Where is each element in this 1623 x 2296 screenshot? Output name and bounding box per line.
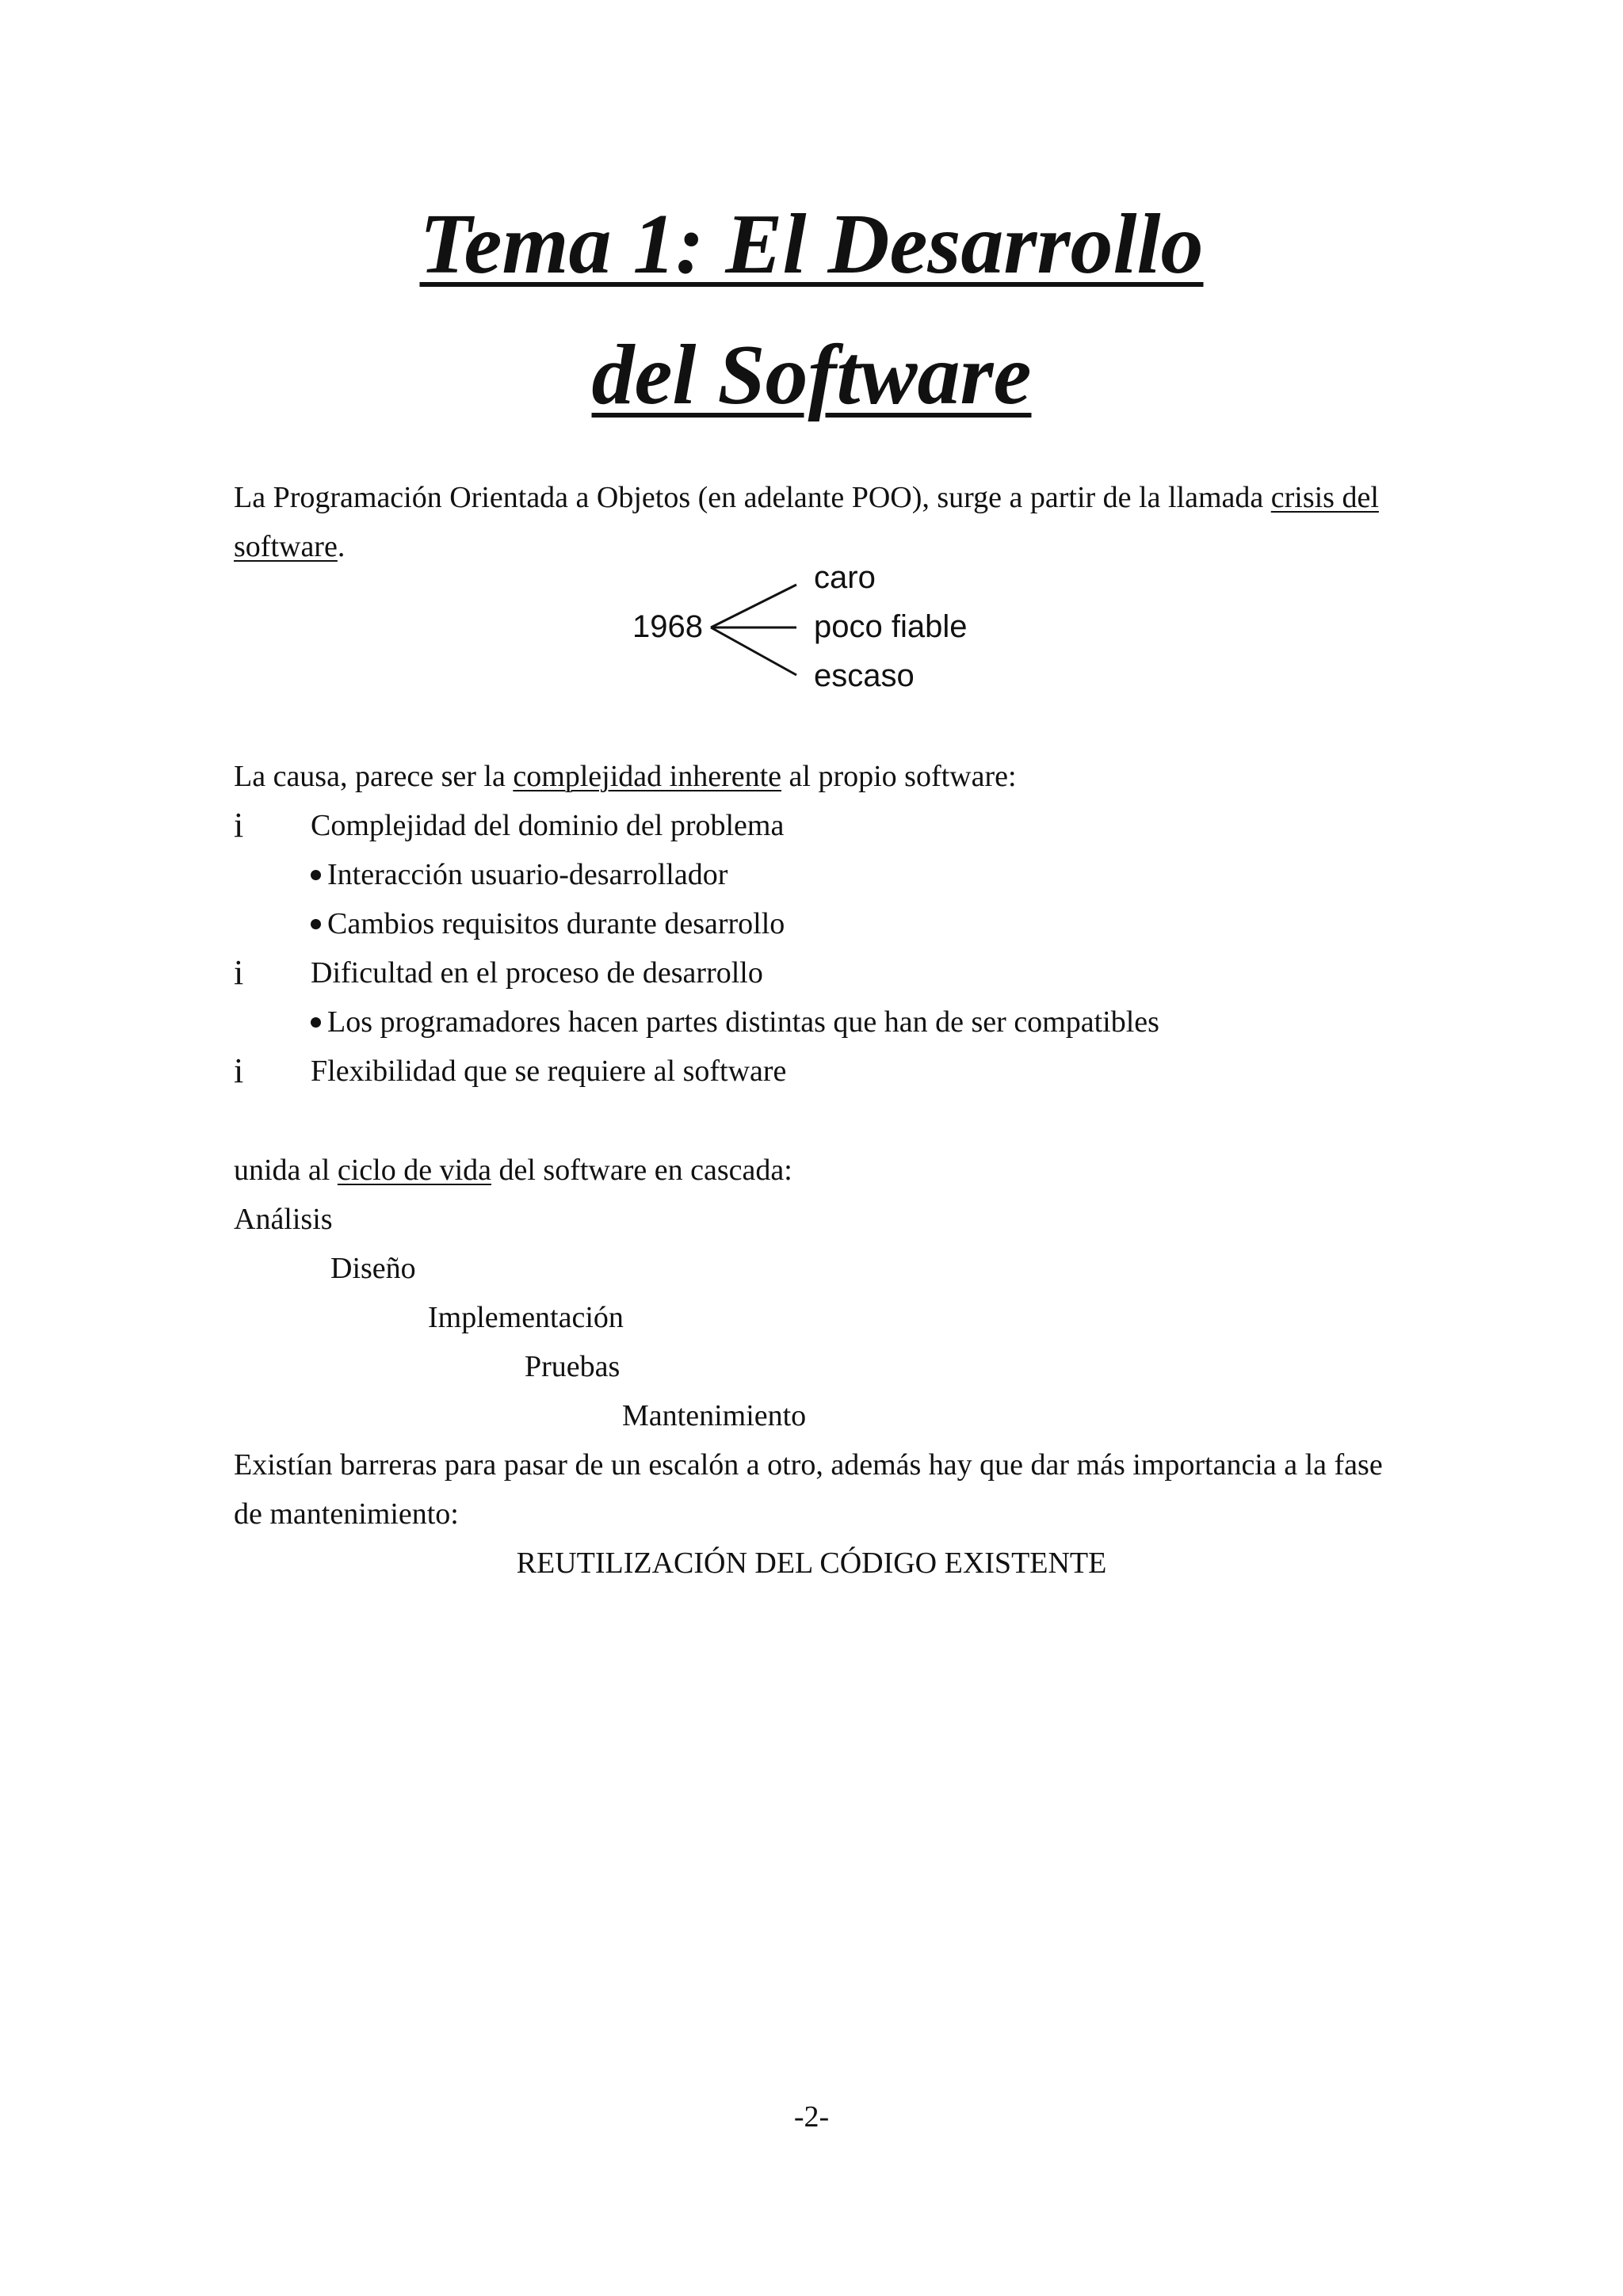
list-marker: i: [234, 953, 244, 992]
crisis-item-poco-fiable: poco fiable: [814, 609, 968, 644]
intro-paragraph-line-2: software.: [234, 530, 346, 563]
list-item: Complejidad del dominio del problema: [311, 809, 785, 842]
waterfall-step: Implementación: [428, 1301, 624, 1334]
inherent-complexity-term: complejidad inherente: [513, 760, 782, 793]
sub-list-item: Los programadores hacen partes distintas que han de ser compatibles: [311, 1005, 1159, 1041]
waterfall-step: Análisis: [234, 1203, 333, 1236]
bullet-icon: [311, 919, 321, 929]
title-line-2: del Software: [591, 328, 1032, 422]
title-line-1: Tema 1: El Desarrollo: [419, 197, 1204, 292]
crisis-link-part-2: software: [234, 530, 338, 563]
bullet-icon: [311, 870, 321, 880]
crisis-year: 1968: [632, 609, 703, 644]
crisis-item-escaso: escaso: [814, 658, 915, 693]
lifecycle-term: ciclo de vida: [337, 1154, 491, 1187]
reuse-emphasis: REUTILIZACIÓN DEL CÓDIGO EXISTENTE: [516, 1547, 1107, 1580]
list-item: Flexibilidad que se requiere al software: [311, 1055, 787, 1088]
sub-list-item: Cambios requisitos durante desarrollo: [311, 906, 785, 943]
crisis-item-caro: caro: [814, 560, 876, 595]
sub-list-item: Interacción usuario-desarrollador: [311, 857, 727, 894]
lifecycle-paragraph: unida al ciclo de vida del software en cascada:: [234, 1154, 792, 1187]
crisis-link-part-1: crisis del: [1270, 481, 1379, 514]
intro-paragraph-line-1: La Programación Orientada a Objetos (en adelante POO), surge a partir de la llamada crisis del: [234, 481, 1379, 514]
crisis-branch-lines: [709, 578, 808, 685]
waterfall-step: Diseño: [330, 1252, 416, 1285]
bullet-icon: [311, 1017, 321, 1028]
list-marker: i: [234, 1051, 244, 1090]
list-marker: i: [234, 806, 244, 845]
waterfall-step: Pruebas: [525, 1350, 621, 1383]
cause-paragraph: La causa, parece ser la complejidad inherente al propio software:: [234, 760, 1017, 793]
list-item: Dificultad en el proceso de desarrollo: [311, 956, 763, 990]
page-number: -2-: [793, 2100, 830, 2134]
barriers-paragraph-line-1: Existían barreras para pasar de un escalón a otro, además hay que dar más importancia a la fase: [234, 1448, 1383, 1482]
barriers-paragraph-line-2: de mantenimiento:: [234, 1497, 459, 1531]
waterfall-step: Mantenimiento: [622, 1399, 807, 1432]
